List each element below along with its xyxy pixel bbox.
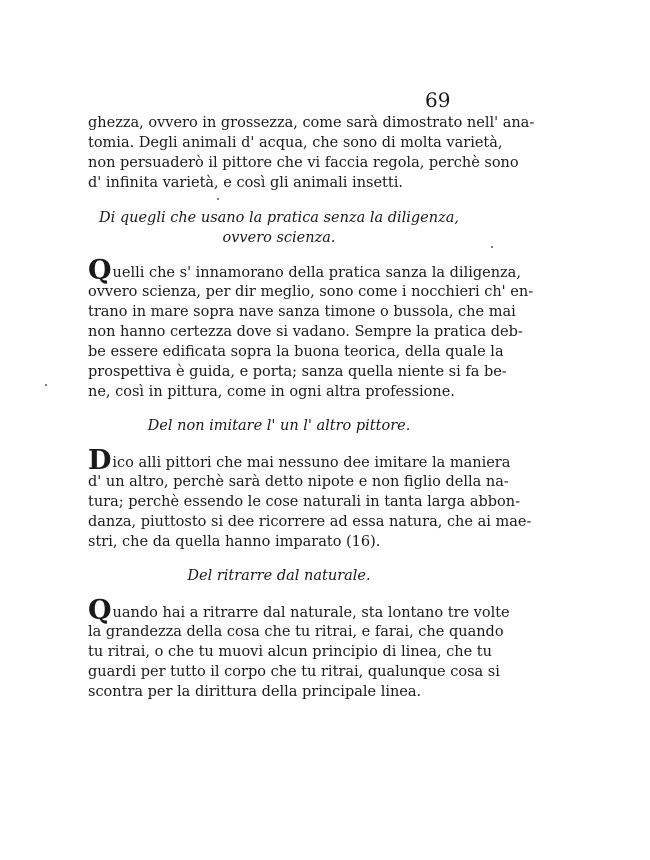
- section-3-line-4: guardi per tutto il corpo che tu ritrai, qualunque cosa si: [88, 664, 500, 680]
- section-3-line-1: [88, 595, 510, 626]
- intro-line-2: tomia. Degli animali d' acqua, che sono di molta varietà,: [88, 135, 503, 151]
- section-2-line-1: [88, 445, 511, 476]
- section-2-line-4: danza, piuttosto si dee ricorrere ad essa natura, che ai mae-: [88, 514, 532, 530]
- section-2-line-3: tura; perchè essendo le cose naturali in tanta larga abbon-: [88, 494, 521, 510]
- section-1-heading-line-1: Di quegli che usano la pratica senza la diligenza,: [98, 210, 459, 226]
- section-2-line-2: d' un altro, perchè sarà detto nipote e non figlio della na-: [88, 474, 509, 490]
- section-3-line-3: tu ritrai, o che tu muovi alcun principio di linea, che tu: [88, 644, 492, 660]
- paper-speck: [491, 246, 493, 248]
- section-2-heading: Del non imitare l' un l' altro pittore.: [147, 418, 411, 434]
- section-3-line-2: la grandezza della cosa che tu ritrai, e farai, che quando: [88, 624, 504, 640]
- intro-line-4: d' infinita varietà, e così gli animali insetti.: [88, 175, 403, 191]
- section-3-line-1-text: uando hai a ritrarre dal naturale, sta lontano tre volte: [112, 605, 510, 621]
- paper-speck: [217, 198, 219, 200]
- section-1-line-1-text: uelli che s' innamorano della pratica sanza la diligenza,: [112, 265, 521, 281]
- section-2-line-5: stri, che da quella hanno imparato (16).: [88, 534, 381, 550]
- section-1-line-5: be essere edificata sopra la buona teorica, della quale la: [88, 344, 504, 360]
- section-2-line-1-text: ico alli pittori che mai nessuno dee imitare la maniera: [112, 455, 511, 471]
- intro-line-1: ghezza, ovvero in grossezza, come sarà dimostrato nell' ana-: [88, 115, 535, 131]
- page-number: 69: [425, 88, 451, 112]
- section-1-line-7: ne, così in pittura, come in ogni altra professione.: [88, 384, 455, 400]
- section-1-line-1: [88, 255, 521, 286]
- section-1-line-4: non hanno certezza dove si vadano. Sempre la pratica deb-: [88, 324, 523, 340]
- section-1-line-2: ovvero scienza, per dir meglio, sono come i nocchieri ch' en-: [88, 284, 534, 300]
- intro-line-3: non persuaderò il pittore che vi faccia regola, perchè sono: [88, 155, 519, 171]
- section-3-dropcap: Q: [88, 595, 112, 626]
- section-1-line-3: trano in mare sopra nave sanza timone o bussola, che mai: [88, 304, 516, 320]
- section-3-heading: Del ritrarre dal naturale.: [187, 568, 371, 584]
- section-1-line-6: prospettiva è guida, e porta; sanza quella niente si fa be-: [88, 364, 507, 380]
- section-1-heading-line-2: ovvero scienza.: [222, 230, 336, 246]
- section-3-line-5: scontra per la dirittura della principale linea.: [88, 684, 422, 700]
- section-2-dropcap: D: [88, 445, 112, 476]
- paper-speck: [45, 384, 47, 386]
- section-1-dropcap: Q: [88, 255, 112, 286]
